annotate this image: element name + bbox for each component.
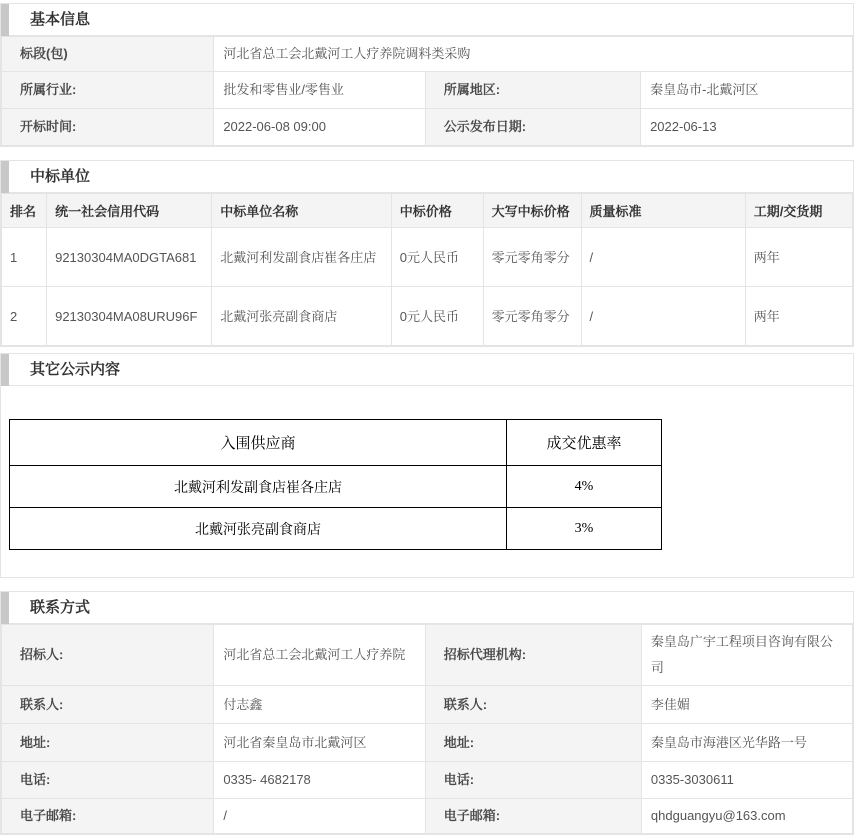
other-content-body — [1, 386, 853, 577]
col-header-duration: 工期/交货期 — [745, 194, 852, 228]
field-value-phone-1: 0335- 4682178 — [214, 762, 425, 799]
title-accent-bar — [1, 4, 9, 36]
table-row — [10, 466, 662, 508]
col-header-supplier: 入围供应商 — [10, 420, 507, 466]
cell-discount-rate: 3% — [507, 508, 662, 550]
cell-rank: 2 — [2, 287, 47, 346]
cell-credit-code: 92130304MA0DGTA681 — [47, 228, 212, 287]
cell-price: 0元人民币 — [391, 228, 483, 287]
section-title: 联系方式 — [30, 599, 91, 616]
col-header-quality: 质量标准 — [581, 194, 745, 228]
table-row — [2, 228, 853, 287]
title-accent-bar — [1, 592, 9, 624]
field-value-publish-date: 2022-06-13 — [641, 109, 853, 146]
table-row — [2, 72, 853, 109]
field-value-phone-2: 0335-3030611 — [641, 762, 852, 799]
field-label-publish-date: 公示发布日期: — [425, 109, 640, 146]
field-value-agency: 秦皇岛广宇工程项目咨询有限公司 — [641, 625, 852, 686]
section-title-bar — [1, 161, 853, 193]
field-label-industry: 所属行业: — [2, 72, 214, 109]
section-title-bar — [1, 354, 853, 386]
contact-table — [1, 624, 853, 834]
table-row — [10, 508, 662, 550]
cell-discount-rate: 4% — [507, 466, 662, 508]
col-header-discount-rate: 成交优惠率 — [507, 420, 662, 466]
field-value-email-1: / — [214, 799, 425, 834]
cell-price: 0元人民币 — [391, 287, 483, 346]
field-label-email-2: 电子邮箱: — [425, 799, 641, 834]
table-row — [2, 287, 853, 346]
col-header-price: 中标价格 — [391, 194, 483, 228]
field-value-address-2: 秦皇岛市海港区光华路一号 — [641, 724, 852, 762]
cell-supplier: 北戴河张亮副食商店 — [10, 508, 507, 550]
cell-bidder-name: 北戴河利发副食店崔各庄店 — [212, 228, 392, 287]
section-title-bar — [1, 4, 853, 36]
field-label-tenderer: 招标人: — [2, 625, 214, 686]
table-row — [2, 37, 853, 72]
cell-supplier: 北戴河利发副食店崔各庄店 — [10, 466, 507, 508]
field-label-phone-1: 电话: — [2, 762, 214, 799]
field-value-industry: 批发和零售业/零售业 — [214, 72, 425, 109]
table-row — [2, 625, 853, 686]
field-label-phone-2: 电话: — [425, 762, 641, 799]
field-label-contact-person-1: 联系人: — [2, 686, 214, 724]
table-row — [2, 799, 853, 834]
section-title: 基本信息 — [30, 11, 91, 28]
cell-credit-code: 92130304MA08URU96F — [47, 287, 212, 346]
section-winning-bidders — [0, 160, 854, 347]
table-row — [2, 109, 853, 146]
table-row — [2, 724, 853, 762]
field-value-region: 秦皇岛市-北戴河区 — [641, 72, 853, 109]
section-other-content — [0, 353, 854, 578]
field-value-contact-person-2: 李佳媚 — [641, 686, 852, 724]
field-value-package: 河北省总工会北戴河工人疗养院调料类采购 — [214, 37, 853, 72]
cell-price-words: 零元零角零分 — [483, 228, 581, 287]
cell-bidder-name: 北戴河张亮副食商店 — [212, 287, 392, 346]
col-header-price-words: 大写中标价格 — [483, 194, 581, 228]
table-row — [2, 762, 853, 799]
field-label-agency: 招标代理机构: — [425, 625, 641, 686]
field-label-package: 标段(包) — [2, 37, 214, 72]
cell-rank: 1 — [2, 228, 47, 287]
title-accent-bar — [1, 354, 9, 386]
section-title: 中标单位 — [30, 168, 91, 185]
col-header-rank: 排名 — [2, 194, 47, 228]
field-label-address-2: 地址: — [425, 724, 641, 762]
cell-price-words: 零元零角零分 — [483, 287, 581, 346]
section-basic-info — [0, 3, 854, 147]
cell-duration: 两年 — [745, 287, 852, 346]
cell-quality: / — [581, 287, 745, 346]
title-accent-bar — [1, 161, 9, 193]
basic-info-table — [1, 36, 853, 146]
table-header-row — [2, 194, 853, 228]
col-header-bidder-name: 中标单位名称 — [212, 194, 392, 228]
field-value-address-1: 河北省秦皇岛市北戴河区 — [214, 724, 425, 762]
cell-quality: / — [581, 228, 745, 287]
field-value-tenderer: 河北省总工会北戴河工人疗养院 — [214, 625, 425, 686]
field-label-email-1: 电子邮箱: — [2, 799, 214, 834]
field-value-contact-person-1: 付志鑫 — [214, 686, 425, 724]
supplier-discount-table — [9, 419, 662, 550]
field-label-address-1: 地址: — [2, 724, 214, 762]
table-row — [2, 686, 853, 724]
col-header-credit-code: 统一社会信用代码 — [47, 194, 212, 228]
field-value-open-time: 2022-06-08 09:00 — [214, 109, 425, 146]
field-label-region: 所属地区: — [425, 72, 640, 109]
section-title-bar — [1, 592, 853, 624]
field-label-contact-person-2: 联系人: — [425, 686, 641, 724]
table-header-row — [10, 420, 662, 466]
section-contact — [0, 591, 854, 835]
section-title: 其它公示内容 — [30, 361, 121, 378]
winning-bidders-table — [1, 193, 853, 346]
field-label-open-time: 开标时间: — [2, 109, 214, 146]
cell-duration: 两年 — [745, 228, 852, 287]
field-value-email-2: qhdguangyu@163.com — [641, 799, 852, 834]
